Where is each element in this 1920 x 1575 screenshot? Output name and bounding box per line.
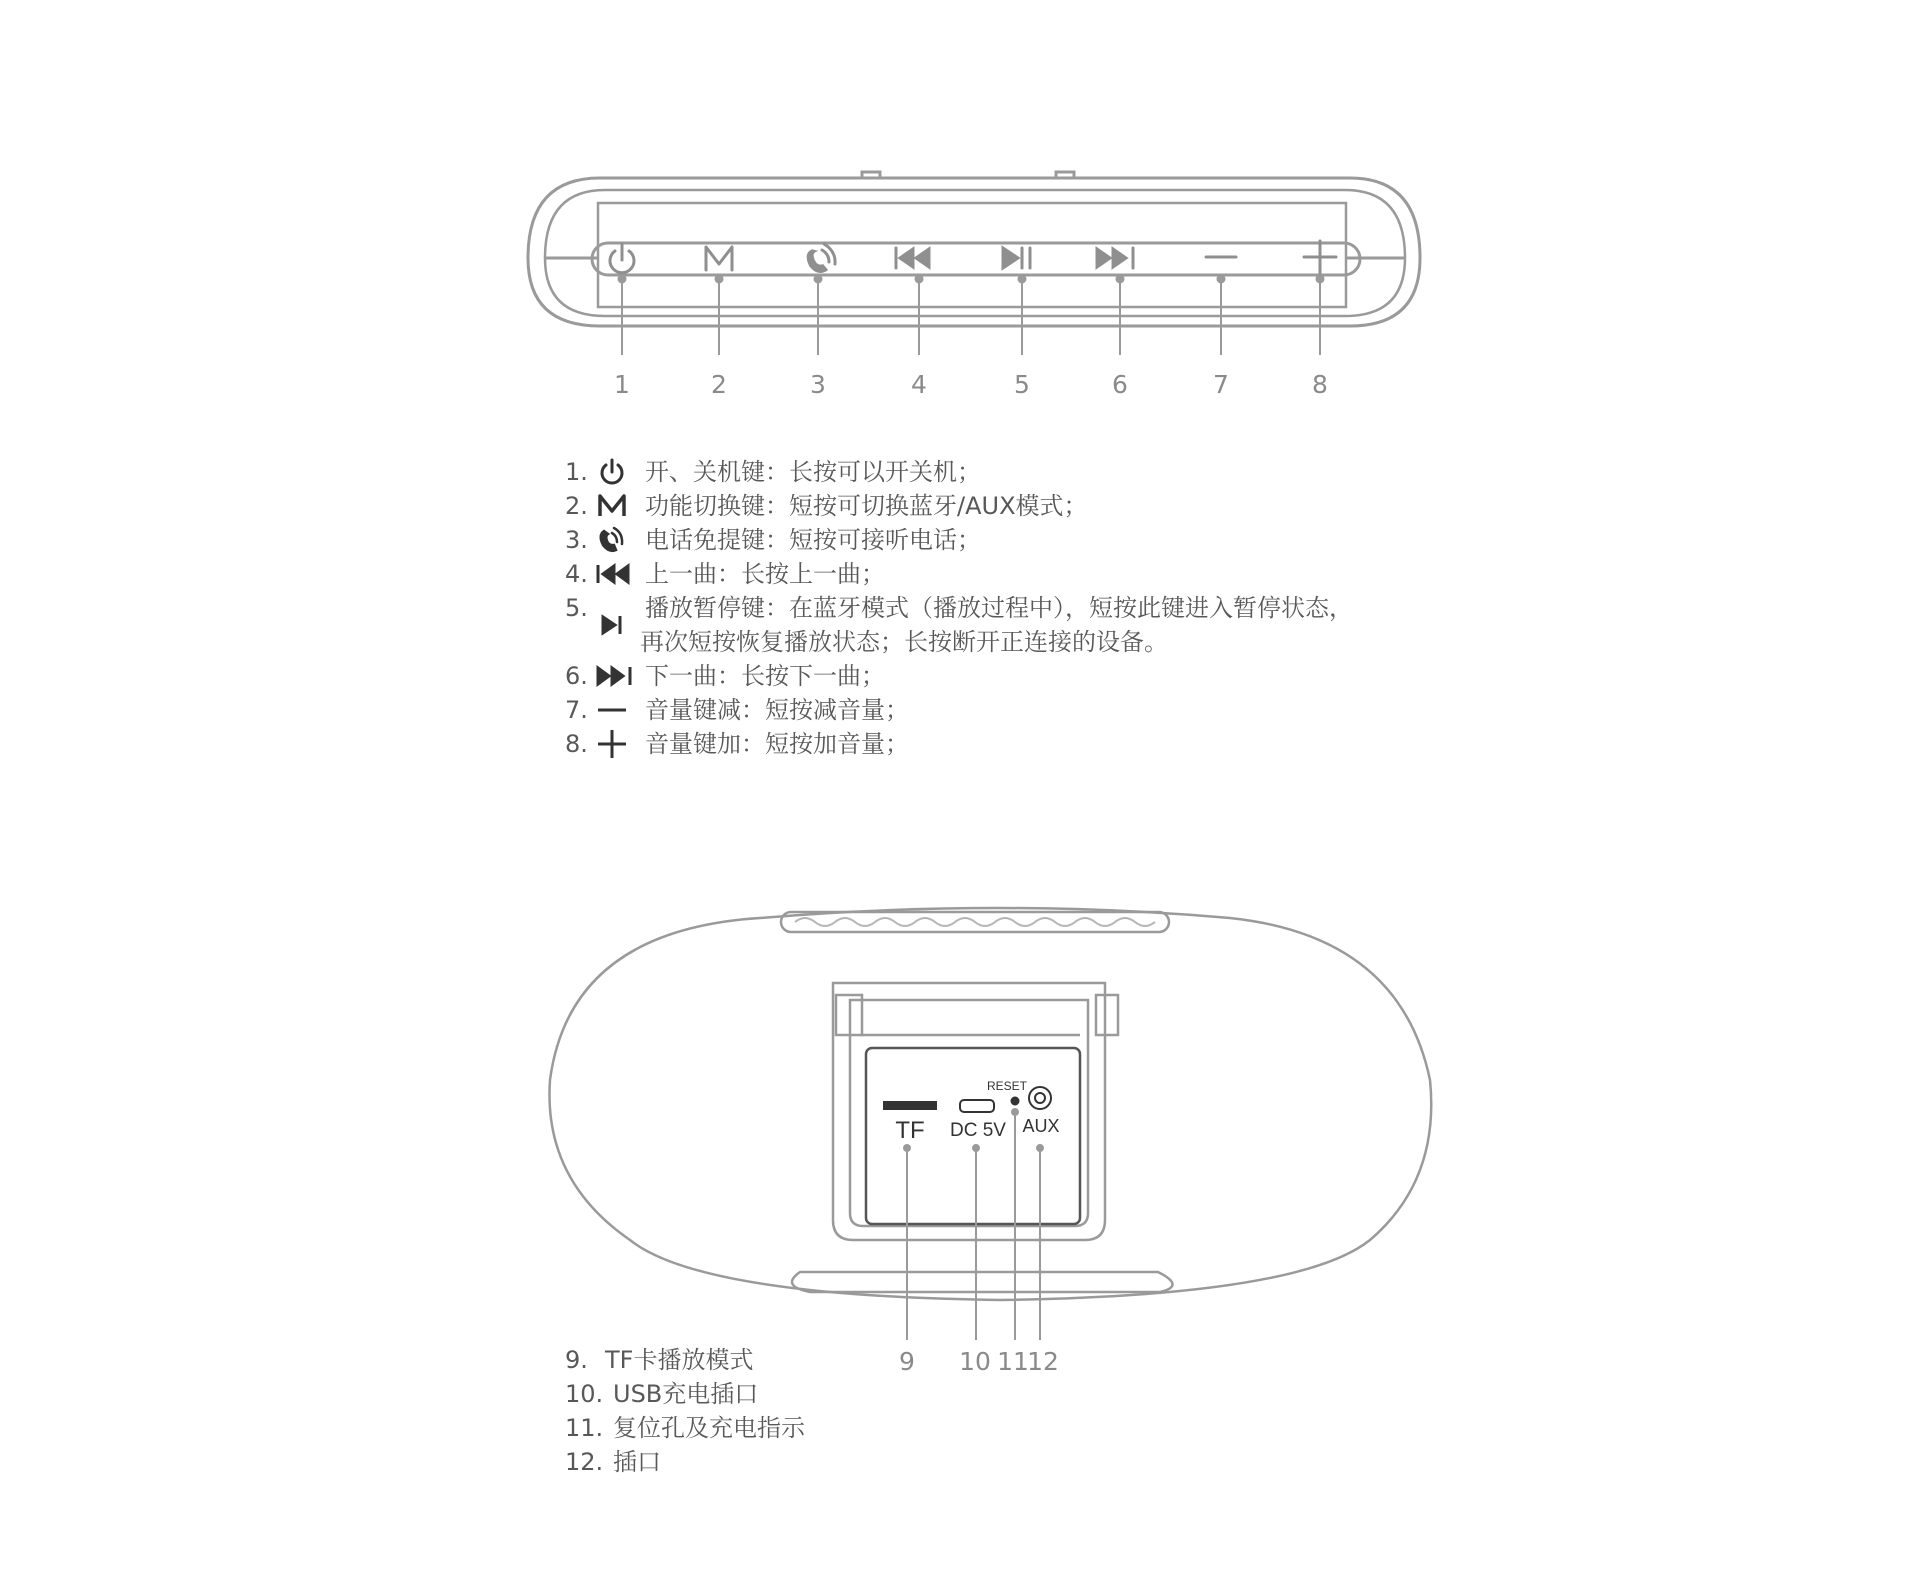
item-number: 12. bbox=[565, 1448, 604, 1476]
minus-icon bbox=[595, 693, 635, 727]
callout-3: 3 bbox=[810, 370, 826, 399]
item-text: 下一曲：长按下一曲； bbox=[645, 662, 885, 690]
previous-track-icon bbox=[896, 248, 929, 268]
item-text: 音量键减：短按减音量； bbox=[645, 696, 909, 724]
play-pause-icon bbox=[1003, 248, 1030, 268]
plus-icon bbox=[1304, 241, 1336, 273]
item-text: 开、关机键：长按可以开关机； bbox=[645, 458, 981, 486]
callout-11: 11 bbox=[997, 1347, 1029, 1376]
item-number: 4. bbox=[565, 560, 588, 588]
item-number: 7. bbox=[565, 696, 588, 724]
reset-hole-icon bbox=[1012, 1098, 1019, 1105]
item-number: 6. bbox=[565, 662, 588, 690]
dc-label: DC 5V bbox=[950, 1120, 1006, 1141]
previous-track-icon bbox=[595, 557, 635, 591]
aux-jack-icon bbox=[1029, 1087, 1051, 1109]
callout-1: 1 bbox=[614, 370, 630, 399]
item-text: 电话免提键：短按可接听电话； bbox=[645, 526, 981, 554]
item-text: 复位孔及充电指示 bbox=[613, 1414, 805, 1442]
plus-icon bbox=[595, 727, 635, 761]
item-text: TF卡播放模式 bbox=[605, 1346, 754, 1374]
mode-m-icon bbox=[595, 489, 635, 523]
item-number: 5. bbox=[565, 594, 588, 622]
callout-9: 9 bbox=[899, 1347, 915, 1376]
tf-slot-icon bbox=[884, 1102, 936, 1109]
callout-2: 2 bbox=[711, 370, 727, 399]
callout-6: 6 bbox=[1112, 370, 1128, 399]
micro-usb-port-icon bbox=[960, 1100, 994, 1112]
item-text: 音量键加：短按加音量； bbox=[645, 730, 909, 758]
callout-12: 12 bbox=[1027, 1347, 1059, 1376]
item-text: 插口 bbox=[613, 1448, 661, 1476]
item-number: 10. bbox=[565, 1380, 604, 1408]
power-icon bbox=[595, 455, 635, 489]
callout-4: 4 bbox=[911, 370, 927, 399]
callout-10: 10 bbox=[959, 1347, 991, 1376]
callout-5: 5 bbox=[1014, 370, 1030, 399]
item-text-continued: 再次短按恢复播放状态；长按断开正连接的设备。 bbox=[640, 628, 1168, 656]
item-number: 2. bbox=[565, 492, 588, 520]
item-text: 功能切换键：短按可切换蓝牙/AUX模式； bbox=[645, 492, 1088, 520]
item-number: 1. bbox=[565, 458, 588, 486]
item-number: 11. bbox=[565, 1414, 604, 1442]
item-number: 3. bbox=[565, 526, 588, 554]
power-icon bbox=[610, 244, 634, 273]
phone-icon bbox=[807, 244, 835, 272]
reset-label: RESET bbox=[986, 1079, 1028, 1093]
item-text: USB充电插口 bbox=[613, 1380, 759, 1408]
phone-icon bbox=[595, 523, 635, 557]
next-track-icon bbox=[1097, 248, 1133, 268]
speaker-back-diagram bbox=[549, 908, 1431, 1300]
mode-m-icon bbox=[706, 247, 732, 270]
tf-label: TF bbox=[895, 1117, 925, 1144]
callout-7: 7 bbox=[1213, 370, 1229, 399]
item-text: 播放暂停键：在蓝牙模式（播放过程中），短按此键进入暂停状态， bbox=[645, 594, 1353, 622]
aux-label: AUX bbox=[1022, 1116, 1060, 1136]
item-number: 9. bbox=[565, 1346, 588, 1374]
next-track-icon bbox=[595, 659, 635, 693]
play-pause-icon bbox=[595, 608, 635, 642]
item-number: 8. bbox=[565, 730, 588, 758]
item-text: 上一曲：长按上一曲； bbox=[645, 560, 885, 588]
callout-8: 8 bbox=[1312, 370, 1328, 399]
